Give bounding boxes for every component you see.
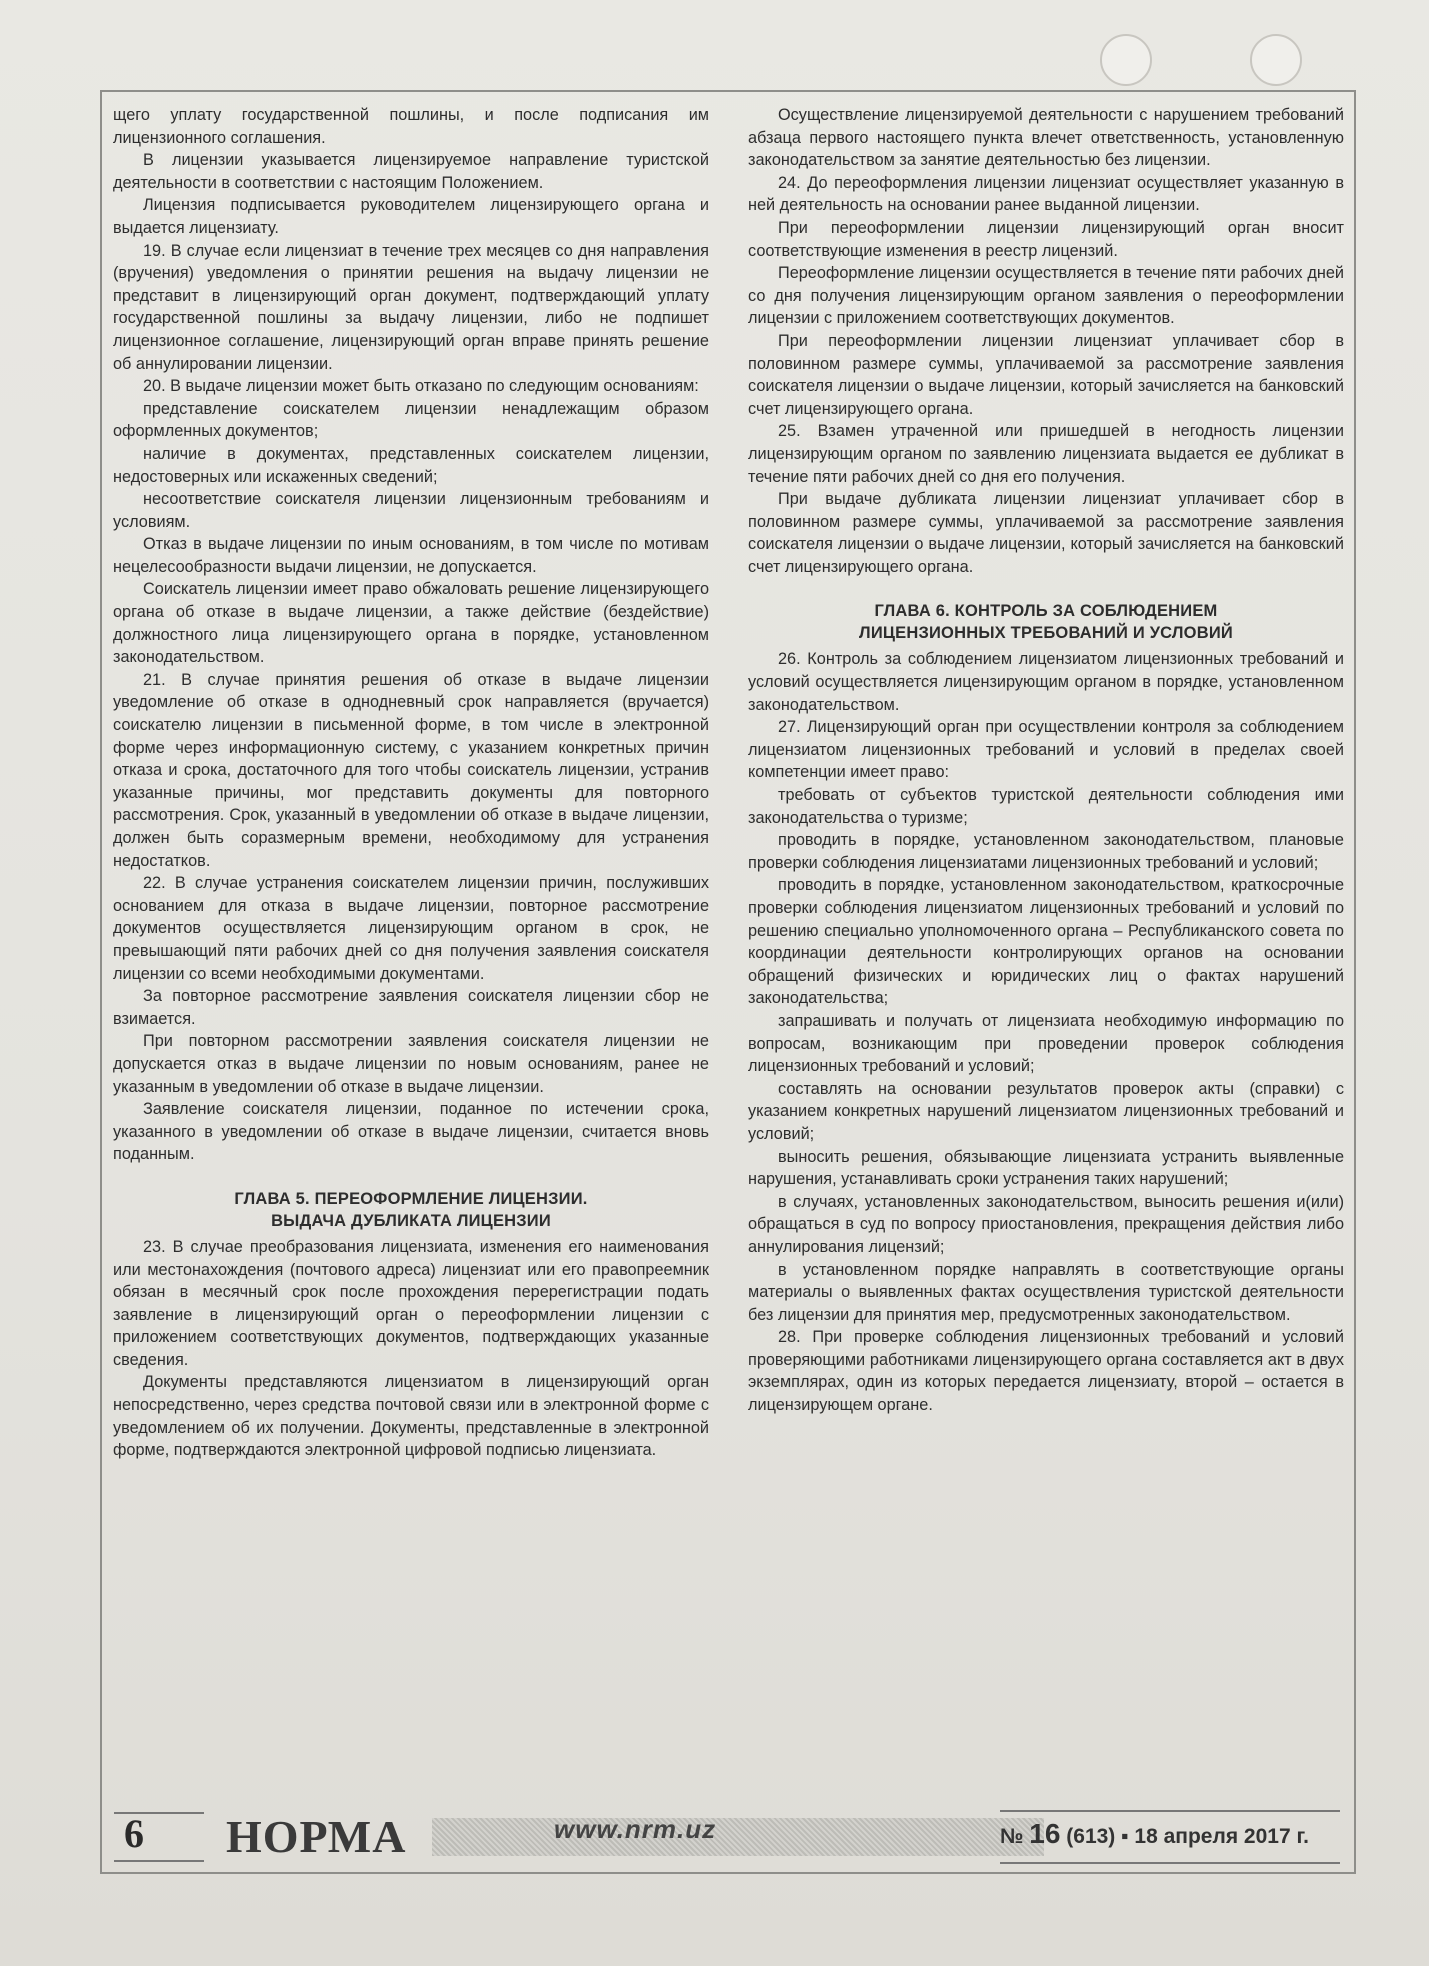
paragraph: запрашивать и получать от лицензиата необходимую информацию по вопросам, возникающим при проведении проверок соблюдения лицензионных требований и условий;	[748, 1011, 1344, 1076]
paragraph: Лицензия подписывается руководителем лицензирующего органа и выдается лицензиату.	[113, 196, 709, 237]
footer-rule	[1000, 1862, 1340, 1864]
issue-total: (613)	[1066, 1825, 1116, 1848]
paragraph: щего уплату государственной пошлины, и после подписания им лицензионного соглашения.	[113, 106, 709, 147]
paragraph: За повторное рассмотрение заявления соискателя лицензии сбор не взимается.	[113, 987, 709, 1028]
paragraph: 21. В случае принятия решения об отказе в выдаче лицензии уведомление об отказе в однодневный срок направляется (вручается) соискателю лицензии в письменной форме, в том числе в электронной форме через информационную систему, с указанием конкретных причин отказа и срока, достаточного для того чтобы соискатель лицензии, устранив указанные причины, мог представить документы для повторного рассмотрения. Срок, указанный в уведомлении об отказе в выдаче лицензии, должен быть соразмерным времени, необходимому для устранения недостатков.	[113, 670, 709, 870]
paragraph: 27. Лицензирующий орган при осуществлении контроля за соблюдением лицензиатом лицензионных требований и условий в пределах своей компетенции имеет право:	[748, 718, 1344, 782]
paragraph: В лицензии указывается лицензируемое направление туристской деятельности в соответствии с настоящим Положением.	[113, 151, 709, 192]
paragraph: При повторном рассмотрении заявления соискателя лицензии не допускается отказ в выдаче лицензии по новым основаниям, ранее не указанным в уведомлении об отказе в выдаче лицензии.	[113, 1032, 709, 1096]
paragraph: составлять на основании результатов проверок акты (справки) с указанием конкретных нарушений лицензиатом лицензионных требований и условий;	[748, 1079, 1344, 1143]
footer-banner	[432, 1818, 1044, 1856]
paragraph: 26. Контроль за соблюдением лицензиатом лицензионных требований и условий осуществляется лицензирующим органом в порядке, установленном законодательством.	[748, 650, 1344, 714]
paragraph: в установленном порядке направлять в соответствующие органы материалы о выявленных фактах осуществления туристской деятельности без лицензии для принятия мер, предусмотренных законодательством.	[748, 1260, 1344, 1324]
paragraph: При переоформлении лицензии лицензирующий орган вносит соответствующие изменения в реестр лицензий.	[748, 218, 1344, 260]
paragraph: Документы представляются лицензиатом в лицензирующий орган непосредственно, через средства почтовой связи или в электронной форме с уведомлением об их получении. Документы, представленные в электронной форме, подтверждаются электронной цифровой подписью лицензиата.	[113, 1373, 709, 1460]
page-number: 6	[124, 1811, 144, 1856]
paragraph: 25. Взамен утраченной или пришедшей в негодность лицензии лицензирующим органом по заявлению лицензиата выдается ее дубликат в течение пяти рабочих дней со дня его получения.	[748, 422, 1344, 486]
punch-hole	[1250, 34, 1302, 86]
paragraph: в случаях, установленных законодательством, выносить решения и(или) обращаться в суд по вопросу приостановления, прекращения действия либо аннулирования лицензий;	[748, 1192, 1344, 1256]
paragraph: проводить в порядке, установленном законодательством, плановые проверки соблюдения лицензиатами лицензионных требований и условий;	[748, 831, 1344, 872]
paragraph: Отказ в выдаче лицензии по иным основаниям, в том числе по мотивам нецелесообразности выдачи лицензии, не допускается.	[113, 535, 709, 576]
paragraph: 23. В случае преобразования лицензиата, изменения его наименования или местонахождения (почтового адреса) лицензиат или его правопреемник обязан в месячный срок после прохождения перерегистрации подать заявление в лицензирующий орган о переоформлении лицензии с приложением соответствующих документов, подтверждающих указанные сведения.	[113, 1237, 709, 1369]
paragraph: При переоформлении лицензии лицензиат уплачивает сбор в половинном размере суммы, уплачиваемой за рассмотрение заявления соискателя лицензии о выдаче лицензии, который зачисляется на банковский счет лицензирующего органа.	[748, 331, 1344, 418]
paragraph: Переоформление лицензии осуществляется в течение пяти рабочих дней со дня получения лицензирующим органом заявления о переоформлении лицензии с приложением соответствующих документов.	[748, 264, 1344, 328]
paragraph: 19. В случае если лицензиат в течение трех месяцев со дня направления (вручения) уведомления о принятии решения на выдачу лицензии не представит в лицензирующий орган документ, подтверждающий уплату государственной пошлины за выдачу лицензии, либо не подпишет лицензионное соглашение, лицензирующий орган вправе принять решение об аннулировании лицензии.	[113, 241, 709, 373]
right-column	[748, 104, 1344, 1417]
paragraph: наличие в документах, представленных соискателем лицензии, недостоверных или искаженных сведений;	[113, 444, 709, 486]
left-column	[113, 104, 709, 1462]
punch-hole	[1100, 34, 1152, 86]
paragraph: несоответствие соискателя лицензии лицензионным требованиям и условиям.	[113, 490, 709, 531]
paragraph: требовать от субъектов туристской деятельности соблюдения ими законодательства о туризме;	[748, 786, 1344, 827]
paragraph: проводить в порядке, установленном законодательством, краткосрочные проверки соблюдения лицензиатом лицензионных требований и условий по решению специально уполномоченного органа – Республиканского совета по координации деятельности контролирующих органов на основании обращений физических и юридических лиц о фактах нарушений законодательства;	[748, 876, 1344, 1008]
paragraph: Заявление соискателя лицензии, поданное по истечении срока, указанного в уведомлении об отказе в выдаче лицензии, считается вновь поданным.	[113, 1100, 709, 1164]
paragraph: Осуществление лицензируемой деятельности с нарушением требований абзаца первого настоящего пункта влечет ответственность, установленную законодательством за занятие деятельностью без лицензии.	[748, 106, 1344, 170]
issue-prefix: №	[1000, 1825, 1024, 1848]
paragraph: Соискатель лицензии имеет право обжаловать решение лицензирующего органа об отказе в выдаче лицензии, а также действие (бездействие) должностного лица лицензирующего органа в порядке, установленном законодательством.	[113, 580, 709, 667]
paragraph: представление соискателем лицензии ненадлежащим образом оформленных документов;	[113, 399, 709, 441]
paragraph: 22. В случае устранения соискателем лицензии причин, послуживших основанием для отказа в выдаче лицензии, повторное рассмотрение документов осуществляется лицензирующим органом в срок, не превышающий пяти рабочих дней со дня получения заявления соискателя лицензии со всеми необходимыми документами.	[113, 874, 709, 983]
paragraph: При выдаче дубликата лицензии лицензиат уплачивает сбор в половинном размере суммы, уплачиваемой за рассмотрение заявления соискателя лицензии о выдаче лицензии, который зачисляется на банковский счет лицензирующего органа.	[748, 490, 1344, 576]
chapter-heading: ГЛАВА 6. КОНТРОЛЬ ЗА СОБЛЮДЕНИЕМ ЛИЦЕНЗИОННЫХ ТРЕБОВАНИЙ И УСЛОВИЙ	[859, 602, 1233, 643]
website-url[interactable]: www.nrm.uz	[554, 1814, 717, 1844]
paragraph: 28. При проверке соблюдения лицензионных требований и условий проверяющими работниками лицензирующего органа составляется акт в двух экземплярах, один из которых передается лицензиату, второй – остается в лицензирующем органе.	[748, 1328, 1344, 1415]
issue-number: 16	[1029, 1818, 1061, 1849]
page-footer	[114, 1810, 1340, 1866]
paragraph: 24. До переоформления лицензии лицензиат осуществляет указанную в ней деятельность на основании ранее выданной лицензии.	[748, 173, 1344, 215]
footer-rule	[114, 1860, 204, 1862]
issue-date: ▪ 18 апреля 2017 г.	[1121, 1825, 1309, 1848]
issue-info	[1000, 1818, 1309, 1850]
paragraph: 20. В выдаче лицензии может быть отказано по следующим основаниям:	[143, 377, 699, 396]
masthead: НОРМА	[226, 1811, 407, 1862]
paragraph: выносить решения, обязывающие лицензиата устранить выявленные нарушения, устанавливать сроки устранения таких нарушений;	[748, 1147, 1344, 1189]
chapter-heading: ГЛАВА 5. ПЕРЕОФОРМЛЕНИЕ ЛИЦЕНЗИИ. ВЫДАЧА ДУБЛИКАТА ЛИЦЕНЗИИ	[234, 1189, 588, 1230]
footer-rule	[1000, 1810, 1340, 1812]
